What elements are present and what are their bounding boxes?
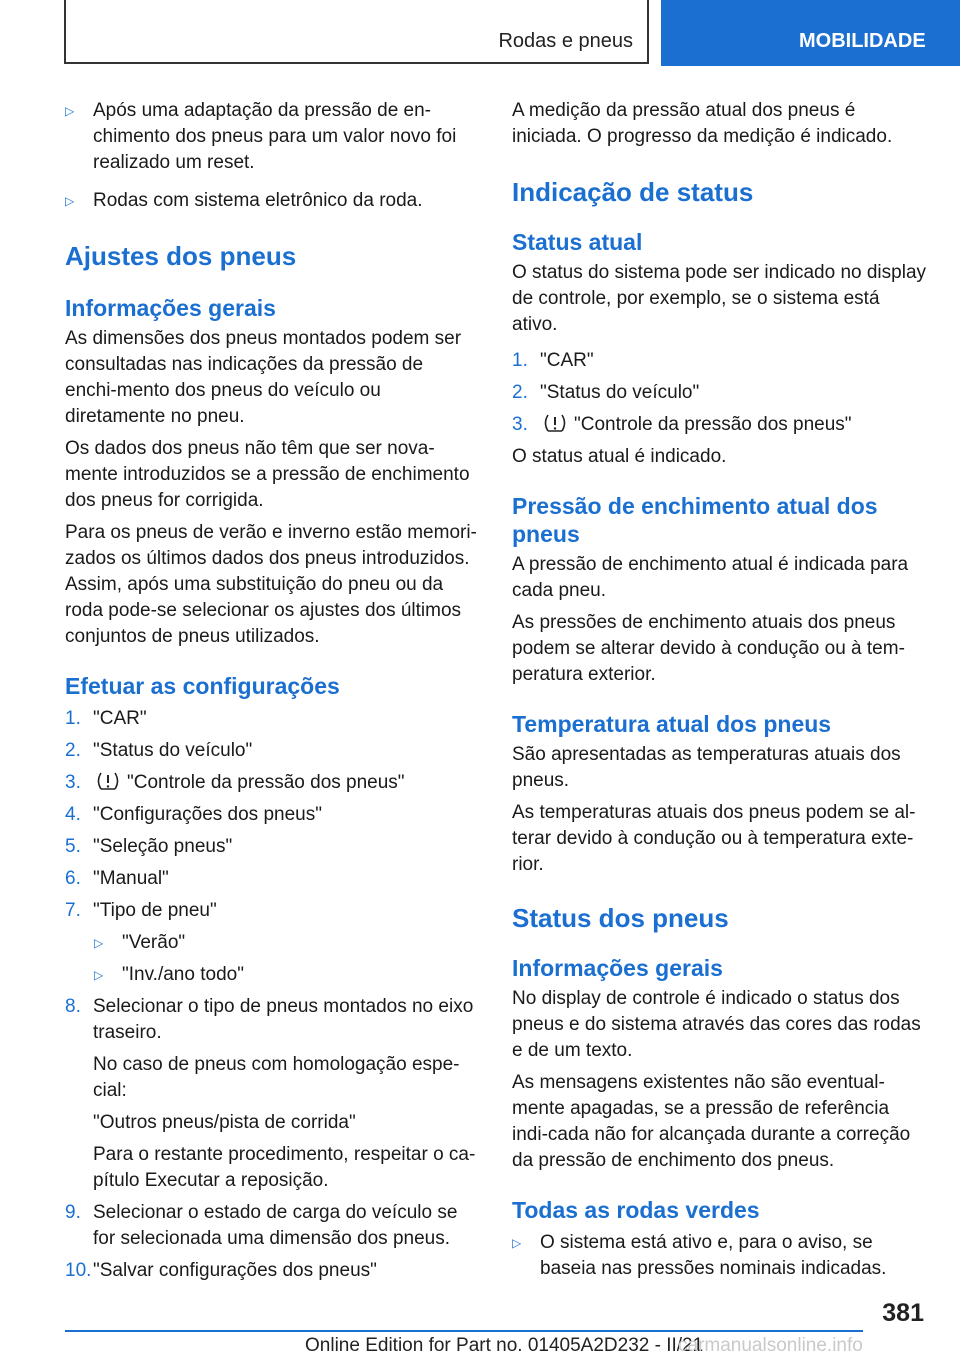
footer-divider: [65, 1330, 863, 1332]
list-item: 6. "Manual": [65, 868, 169, 889]
paragraph: As dimensões dos pneus montados podem ser consultadas nas indicações da pressão de enchi-mento dos pneus do veículo ou diretamente no pneu.: [65, 328, 462, 427]
heading-efetuar: Efetuar as configurações: [65, 673, 340, 699]
triangle-right-icon: ▷: [94, 936, 104, 950]
paragraph: As temperaturas atuais dos pneus podem se al-terar devido à condução ou à temperatura exte-rior.: [512, 802, 916, 875]
list-item: 2. "Status do veículo": [512, 382, 700, 403]
heading-todas-verdes: Todas as rodas verdes: [512, 1197, 760, 1223]
list-item: ▷ Rodas com sistema eletrônico da roda.: [65, 188, 480, 214]
heading-informacoes: Informações gerais: [65, 295, 276, 321]
paragraph: Os dados dos pneus não têm que ser nova-mente introduzidos se a pressão de enchimento dos pneus for corrigida.: [65, 438, 470, 511]
list-item: 5. "Seleção pneus": [65, 836, 233, 857]
paragraph: São apresentadas as temperaturas atuais dos pneus.: [512, 744, 901, 791]
heading-indicacao: Indicação de status: [512, 177, 754, 207]
paragraph: A medição da pressão atual dos pneus é iniciada. O progresso da medição é indicado.: [512, 100, 893, 147]
heading-ajustes: Ajustes dos pneus: [65, 241, 297, 271]
list-item: ▷ "Inv./ano todo": [65, 962, 480, 988]
header-tab: [661, 0, 960, 66]
footer-edition: Online Edition for Part no. 01405A2D232 - II/21: [305, 1335, 704, 1356]
steps-list: [512, 348, 927, 438]
list-item: ▷ "Verão": [65, 930, 480, 956]
list-item: 4. "Configurações dos pneus": [65, 804, 322, 825]
heading-temperatura: Temperatura atual dos pneus: [512, 711, 832, 737]
page-number: 381: [882, 1299, 924, 1327]
heading-status-atual: Status atual: [512, 229, 643, 255]
list-item: 2. "Status do veículo": [65, 740, 253, 761]
right-column: [512, 98, 927, 1282]
paragraph: No caso de pneus com homologação espe-cial:: [93, 1054, 460, 1101]
paragraph: A pressão de enchimento atual é indicada para cada pneu.: [512, 554, 909, 601]
list-item: 1. "CAR": [65, 708, 147, 729]
list-item: 8. Selecionar o tipo de pneus montados no eixo traseiro.: [65, 996, 474, 1043]
list-item: ▷ Após uma adaptação da pressão de en-chimento dos pneus para um valor novo foi realizado um reset.: [65, 100, 457, 173]
tire-pressure-warning-icon: [95, 771, 121, 791]
list-item: 3. "Controle da pressão dos pneus": [512, 414, 852, 435]
paragraph: "Outros pneus/pista de corrida": [93, 1112, 356, 1133]
tire-pressure-warning-icon: [542, 413, 568, 433]
left-column: [65, 98, 480, 1284]
steps-list: [65, 706, 480, 1284]
triangle-right-icon: ▷: [512, 1236, 522, 1250]
heading-pressao: Pressão de enchimento atual dos pneus: [512, 493, 878, 547]
list-item: ▷ O sistema está ativo e, para o aviso, se baseia nas pressões nominais indicadas.: [512, 1232, 887, 1279]
list-item: 7. "Tipo de pneu": [65, 900, 217, 921]
paragraph: As mensagens existentes não são eventual-mente apagadas, se a pressão de referência indi-cada não for alcançada durante a correção da pressão de enchimento dos pneus.: [512, 1072, 911, 1171]
footer-watermark: carmanualsonline.info: [678, 1335, 863, 1356]
list-item: 10. "Salvar configurações dos pneus": [65, 1260, 377, 1281]
paragraph: As pressões de enchimento atuais dos pneus podem se alterar devido à condução ou à tem-peratura exterior.: [512, 612, 905, 685]
paragraph: O status do sistema pode ser indicado no display de controle, por exemplo, se o sistema está ativo.: [512, 262, 927, 335]
paragraph: No display de controle é indicado o status dos pneus e do sistema através das cores das rodas e de um texto.: [512, 988, 921, 1061]
paragraph: Para o restante procedimento, respeitar o ca-pítulo Executar a reposição.: [93, 1144, 476, 1191]
triangle-right-icon: ▷: [65, 194, 75, 208]
header-section-title: Rodas e pneus: [498, 30, 633, 52]
header-tab-label: MOBILIDADE: [799, 30, 926, 52]
paragraph: O status atual é indicado.: [512, 446, 727, 467]
list-item: 1. "CAR": [512, 350, 594, 371]
paragraph: Para os pneus de verão e inverno estão memori-zados os últimos dados dos pneus introduzidos. Assim, após uma substituição do pneu ou da roda pode-se selecionar os ajustes dos últimos conjuntos de pneus utilizados.: [65, 522, 477, 647]
heading-informacoes-right: Informações gerais: [512, 955, 723, 981]
triangle-right-icon: ▷: [65, 104, 75, 118]
heading-status-pneus: Status dos pneus: [512, 903, 729, 933]
triangle-right-icon: ▷: [94, 968, 104, 982]
header-section-box: [64, 0, 649, 64]
list-item: 9. Selecionar o estado de carga do veículo se for selecionada uma dimensão dos pneus.: [65, 1202, 458, 1249]
list-item: 3. "Controle da pressão dos pneus": [65, 772, 405, 793]
